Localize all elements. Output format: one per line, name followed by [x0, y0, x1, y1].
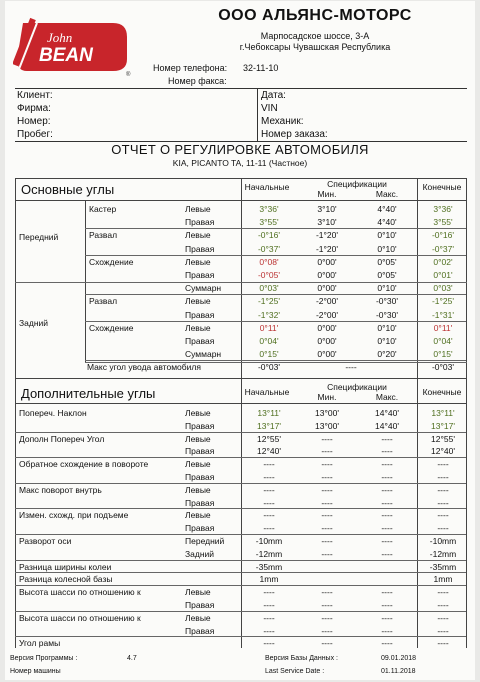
side-label: Задний	[185, 548, 215, 559]
row-divider	[85, 294, 466, 295]
param-label: Макс угол увода автомобиля	[87, 362, 201, 373]
spec-max: 0°10'	[377, 283, 397, 294]
col-min-2: Мин.	[317, 392, 337, 402]
side-label: Правая	[185, 336, 215, 346]
initial-value: ----	[263, 523, 275, 534]
initial-value: -1°25'	[257, 296, 281, 307]
spec-min: ----	[321, 536, 333, 546]
svg-text:BEAN: BEAN	[39, 45, 93, 66]
row-divider	[85, 362, 467, 363]
final-value: 1mm	[433, 574, 453, 585]
side-label: Левые	[185, 256, 211, 267]
col-final: Конечные	[422, 182, 462, 192]
final-value: 13°11'	[431, 408, 455, 418]
final-value: 0°01'	[433, 270, 453, 280]
final-value: 0°02'	[433, 256, 453, 267]
side-label: Правая	[185, 270, 215, 280]
row-divider	[15, 483, 466, 484]
initial-value: 13°11'	[257, 408, 281, 418]
row-divider	[15, 611, 466, 612]
group-divider	[15, 282, 467, 283]
row-divider	[15, 560, 466, 561]
initial-value: ----	[263, 510, 275, 521]
param-label: Разворот оси	[19, 536, 72, 546]
param-label: Обратное схождение в повороте	[19, 459, 149, 470]
spec-max: 4°40'	[377, 217, 397, 228]
initial-value: 12°40'	[257, 446, 281, 457]
spec-min: -1°20'	[315, 230, 339, 241]
spec-max: 0°05'	[377, 256, 397, 267]
report-title: ОТЧЕТ О РЕГУЛИРОВКЕ АВТОМОБИЛЯ	[111, 142, 369, 157]
initial-value: 0°15'	[259, 349, 279, 360]
initial-value: ----	[263, 638, 275, 649]
initial-value: 0°03'	[259, 283, 279, 294]
spec-min: 0°00'	[317, 256, 337, 267]
initial-value: ----	[263, 459, 275, 470]
spec-max: ----	[381, 484, 393, 495]
john-bean-logo	[13, 15, 133, 77]
extra-angles-title: Дополнительные углы	[21, 386, 156, 401]
col-max-2: Макс.	[375, 392, 399, 402]
final-value: ----	[437, 523, 449, 534]
param-label: Разница колесной базы	[19, 574, 113, 585]
initial-value: -0°16'	[257, 230, 281, 241]
row-divider	[85, 255, 466, 256]
number-label: Номер:	[17, 116, 51, 127]
row-divider	[15, 572, 466, 573]
initial-value: 12°55'	[257, 433, 281, 444]
initial-value: ----	[263, 612, 275, 623]
spec-max: ----	[381, 523, 393, 534]
spec-max: 0°20'	[377, 349, 397, 360]
param-label: Высота шасси по отношению к	[19, 587, 141, 598]
row-divider	[85, 321, 466, 322]
initial-value: ----	[263, 587, 275, 598]
side-label: Правая	[185, 523, 215, 534]
initial-value: 0°04'	[259, 336, 279, 346]
side-label: Правая	[185, 446, 215, 457]
initial-value: -12mm	[255, 548, 283, 559]
alignment-table	[15, 173, 467, 653]
side-label: Левые	[185, 230, 211, 241]
col-initial-2: Начальные	[244, 387, 290, 397]
db-version-value: 09.01.2018	[381, 655, 417, 662]
param-label: Развал	[89, 230, 118, 241]
final-value: -12mm	[429, 548, 457, 559]
spec-min: -2°00'	[315, 309, 339, 320]
order-number-label: Номер заказа:	[261, 129, 328, 140]
fax-label: Номер факса:	[168, 76, 227, 86]
param-label: Высота шасси по отношению к	[19, 612, 141, 623]
param-label: Попереч. Наклон	[19, 408, 87, 418]
spec-min: ----	[321, 638, 333, 649]
spec-max: ----	[381, 433, 393, 444]
initial-value: -10mm	[255, 536, 283, 546]
final-value: -35mm	[429, 561, 457, 572]
spec-min: 0°00'	[317, 349, 337, 360]
spec-min: ----	[321, 433, 333, 444]
spec-min: ----	[321, 510, 333, 521]
spec-max: ----	[381, 587, 393, 598]
final-value: ----	[437, 638, 449, 649]
side-label: Левые	[185, 484, 211, 495]
row-divider	[85, 228, 466, 229]
spec-max: 14°40'	[375, 420, 399, 431]
side-label: Правая	[185, 497, 215, 508]
final-value: ----	[437, 587, 449, 598]
final-value: 0°11'	[433, 322, 453, 333]
final-value: -0°03'	[431, 362, 455, 373]
final-value: ----	[437, 472, 449, 482]
spec-max: 4°40'	[377, 204, 397, 214]
mileage-label: Пробег:	[17, 129, 53, 140]
param-label: Развал	[89, 296, 118, 307]
spec-max: 0°10'	[377, 243, 397, 254]
group-label: Передний	[19, 232, 59, 242]
row-divider	[15, 508, 466, 509]
spec-min: 13°00'	[315, 408, 339, 418]
side-label: Левые	[185, 612, 211, 623]
spec-min: 0°00'	[317, 283, 337, 294]
spec-max: 0°05'	[377, 270, 397, 280]
param-label: Разница ширины колеи	[19, 561, 112, 572]
spec-min: 0°00'	[317, 270, 337, 280]
machine-number-label: Номер машины	[10, 668, 61, 675]
report-sheet	[5, 1, 475, 680]
final-value: 12°40'	[431, 446, 455, 457]
final-value: 13°17'	[431, 420, 455, 431]
final-value: -1°25'	[431, 296, 455, 307]
side-label: Левые	[185, 408, 211, 418]
spec-min: ----	[321, 446, 333, 457]
spec-max: ----	[381, 472, 393, 482]
final-value: 0°04'	[433, 336, 453, 346]
row-divider	[15, 585, 466, 586]
side-label: Левые	[185, 204, 211, 214]
spec-max: 0°10'	[377, 322, 397, 333]
spec-max: ----	[381, 638, 393, 649]
spec-max: ----	[381, 600, 393, 610]
spec-min: ----	[321, 472, 333, 482]
col-specs: Спецификации	[327, 179, 387, 189]
initial-value: ----	[263, 472, 275, 482]
initial-value: 0°08'	[259, 256, 279, 267]
param-label: Кастер	[89, 204, 117, 214]
final-value: ----	[437, 612, 449, 623]
last-service-value: 01.11.2018	[381, 668, 416, 675]
spec-min: ----	[321, 600, 333, 610]
row-divider	[15, 636, 466, 637]
final-value: -0°16'	[431, 230, 455, 241]
vin-label: VIN	[261, 103, 278, 114]
spec-max: 0°10'	[377, 336, 397, 346]
col-specs-2: Спецификации	[327, 382, 387, 392]
main-angles-title: Основные углы	[21, 182, 115, 197]
address-line-2: г.Чебоксары Чувашская Республика	[239, 42, 391, 52]
spec-min: ----	[321, 497, 333, 508]
param-label: Схождение	[89, 322, 134, 333]
row-divider	[15, 534, 466, 535]
param-label: Измен. схожд. при подъеме	[19, 510, 129, 521]
final-value: -0°37'	[431, 243, 455, 254]
side-label: Левые	[185, 587, 211, 598]
spec-max: 14°40'	[375, 408, 399, 418]
spec-min: ----	[321, 612, 333, 623]
spec-max: ----	[381, 459, 393, 470]
final-value: -10mm	[429, 536, 457, 546]
spec-min: 13°00'	[315, 420, 339, 431]
firm-label: Фирма:	[17, 103, 51, 114]
company-name: ООО АЛЬЯНС-МОТОРС	[218, 7, 412, 24]
initial-value: -1°32'	[257, 309, 281, 320]
side-label: Правая	[185, 472, 215, 482]
date-label: Дата:	[261, 90, 286, 101]
initial-value: 3°36'	[259, 204, 279, 214]
spec-max: -0°30'	[375, 309, 399, 320]
customer-info-block	[15, 88, 467, 142]
param-label: Схождение	[89, 256, 134, 267]
spec-min: ----	[321, 587, 333, 598]
spec-min: ----	[321, 484, 333, 495]
final-value: ----	[437, 459, 449, 470]
final-value: -1°31'	[431, 309, 455, 320]
initial-value: 1mm	[259, 574, 279, 585]
spec-min: ----	[321, 625, 333, 636]
spec-max: ----	[381, 612, 393, 623]
col-min: Мин.	[317, 189, 337, 199]
spec-max: ----	[381, 625, 393, 636]
initial-value: -0°05'	[257, 270, 281, 280]
initial-value: -0°03'	[257, 362, 281, 373]
spec-max: ----	[381, 536, 393, 546]
col-final-2: Конечные	[422, 387, 462, 397]
program-version-value: 4.7	[127, 655, 137, 662]
initial-value: ----	[263, 484, 275, 495]
last-service-label: Last Service Date :	[265, 668, 325, 675]
side-label: Правая	[185, 243, 215, 254]
col-max: Макс.	[375, 189, 399, 199]
final-value: ----	[437, 600, 449, 610]
address-line-1: Марпосадское шоссе, 3-А	[260, 31, 370, 41]
initial-value: 0°11'	[259, 322, 279, 333]
spec-max: -0°30'	[375, 296, 399, 307]
svg-text:John: John	[47, 30, 73, 45]
svg-text:®: ®	[126, 72, 131, 77]
spec-min: ----	[345, 362, 357, 373]
final-value: 12°55'	[431, 433, 455, 444]
group-label: Задний	[19, 318, 49, 329]
phone-value: 32-11-10	[243, 63, 279, 73]
initial-value: 3°55'	[259, 217, 279, 228]
spec-min: ----	[321, 459, 333, 470]
spec-min: 3°10'	[317, 204, 337, 214]
side-label: Левые	[185, 296, 211, 307]
side-label: Левые	[185, 510, 211, 521]
initial-value: -35mm	[255, 561, 283, 572]
side-label: Левые	[185, 459, 211, 470]
col-initial: Начальные	[244, 182, 290, 192]
program-version-label: Версия Программы :	[10, 655, 78, 662]
spec-min: 3°10'	[317, 217, 337, 228]
db-version-label: Версия Базы Данных :	[265, 655, 338, 662]
final-value: 3°55'	[433, 217, 453, 228]
initial-value: -0°37'	[257, 243, 281, 254]
side-label: Правая	[185, 309, 215, 320]
initial-value: 13°17'	[257, 420, 281, 431]
row-divider	[15, 457, 466, 458]
side-label: Правая	[185, 217, 215, 228]
spec-min: 0°00'	[317, 336, 337, 346]
side-label: Передний	[185, 536, 225, 546]
side-label: Правая	[185, 625, 215, 636]
spec-max: ----	[381, 548, 393, 559]
final-value: 0°03'	[433, 283, 453, 294]
final-value: ----	[437, 484, 449, 495]
final-value: ----	[437, 497, 449, 508]
initial-value: ----	[263, 625, 275, 636]
mechanic-label: Механик:	[261, 116, 304, 127]
param-label: Угол рамы	[19, 638, 61, 649]
spec-max: ----	[381, 446, 393, 457]
phone-label: Номер телефона:	[153, 63, 228, 73]
side-label: Левые	[185, 433, 211, 444]
spec-min: 0°00'	[317, 322, 337, 333]
final-value: 0°15'	[433, 349, 453, 360]
final-value: 3°36'	[433, 204, 453, 214]
initial-value: ----	[263, 600, 275, 610]
side-label: Правая	[185, 600, 215, 610]
param-label: Дополн Попереч Угол	[19, 433, 105, 444]
param-label: Макс поворот внутрь	[19, 484, 102, 495]
spec-min: ----	[321, 523, 333, 534]
spec-min: ----	[321, 548, 333, 559]
spec-max: 0°10'	[377, 230, 397, 241]
row-divider	[15, 432, 466, 433]
side-label: Суммарн	[185, 283, 222, 294]
side-label: Левые	[185, 322, 211, 333]
spec-max: ----	[381, 510, 393, 521]
spec-max: ----	[381, 497, 393, 508]
client-label: Клиент:	[17, 90, 53, 101]
spec-min: -1°20'	[315, 243, 339, 254]
vehicle-description: KIA, PICANTO TA, 11-11 (Частное)	[172, 158, 308, 168]
final-value: ----	[437, 625, 449, 636]
side-label: Правая	[185, 420, 215, 431]
initial-value: ----	[263, 497, 275, 508]
final-value: ----	[437, 510, 449, 521]
side-label: Суммарн	[185, 349, 222, 360]
spec-min: -2°00'	[315, 296, 339, 307]
